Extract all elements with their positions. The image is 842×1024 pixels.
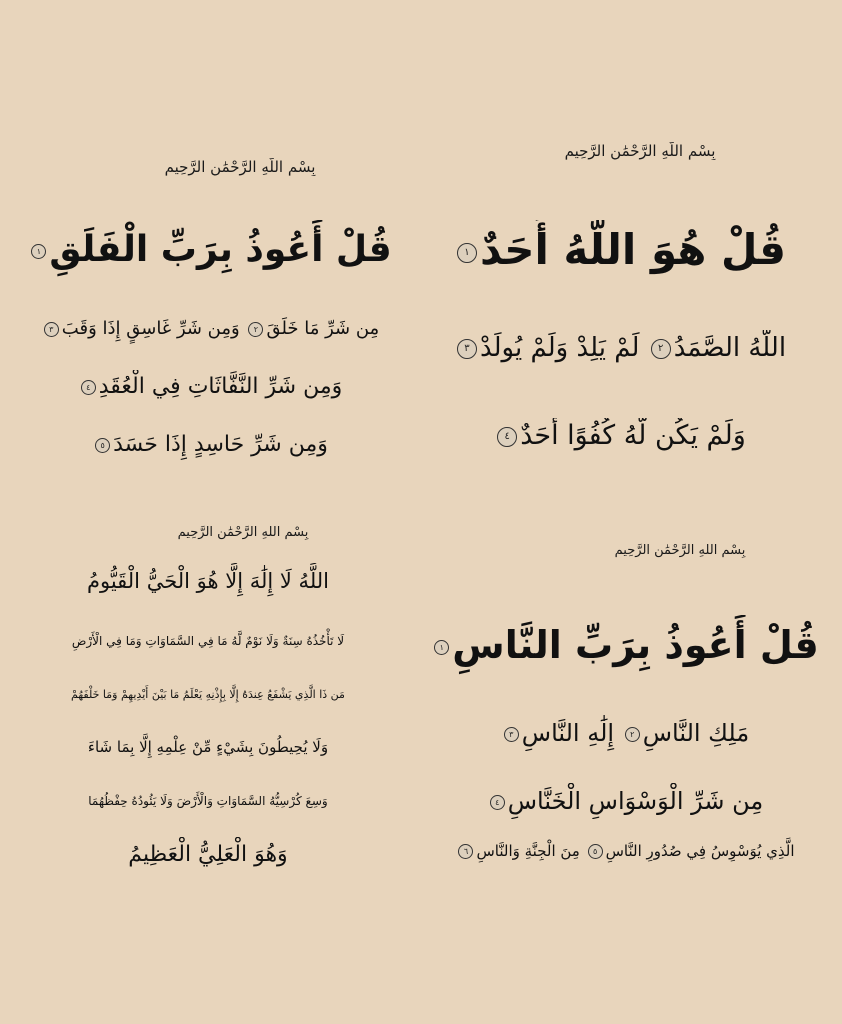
verse-text: مِنَ الْجِنَّةِ وَالنَّاسِ: [476, 842, 580, 860]
verse-text: مِن شَرِّ الْوَسْوَاسِ الْخَنَّاسِ: [507, 787, 764, 815]
verse-line: [10, 428, 410, 462]
verse-text: الَّذِي يُوَسْوِسُ فِي صُدُورِ النَّاسِ: [605, 842, 795, 860]
ayah-number-marker: ٣: [457, 339, 477, 359]
surah-ikhlas-panel: [410, 120, 830, 470]
verse-line: وَسِعَ كُرْسِيُّهُ السَّمَاوَاتِ وَالْأَرْضَ وَلَا يَئُودُهُ حِفْظُهُمَا: [88, 794, 328, 808]
ayah-number-marker: ١: [31, 244, 46, 259]
verse-line: مَن ذَا الَّذِي يَشْفَعُ عِندَهُ إِلَّا بِإِذْنِهِ يَعْلَمُ مَا بَيْنَ أَيْدِيهِمْ وَمَا خَلْفَهُمْ: [71, 688, 345, 701]
ayah-number-marker: ٦: [458, 844, 473, 859]
verse-line: [10, 370, 410, 404]
basmala: بِسْمِ اللَّهِ الرَّحْمَٰنِ الرَّحِيمِ: [177, 525, 309, 540]
ayah-number-marker: ٥: [588, 844, 603, 859]
surah-nas-panel: [420, 535, 830, 880]
ayah-number-marker: ١: [434, 640, 449, 655]
verse-text: وَمِن شَرِّ حَاسِدٍ إِذَا حَسَدَ: [113, 432, 328, 457]
basmala: بِسْمِ اللَّهِ الرَّحْمَٰنِ الرَّحِيمِ: [614, 543, 746, 558]
ayah-number-marker: ٤: [497, 427, 517, 447]
verse-text: اللَّهُ الصَّمَدُ: [673, 333, 787, 363]
basmala: بِسْمِ اللَّهِ الرَّحْمَٰنِ الرَّحِيمِ: [564, 142, 716, 160]
verse-line: [420, 715, 830, 751]
ayah-number-marker: ٤: [81, 380, 96, 395]
verse-text: قُلْ أَعُوذُ بِرَبِّ الْفَلَقِ: [49, 229, 392, 270]
verse-line: وَهُوَ الْعَلِيُّ الْعَظِيمُ: [128, 842, 288, 867]
verse-text: وَمِن شَرِّ النَّفَّاثَاتِ فِي الْعُقَدِ: [98, 374, 343, 399]
verse-line: [420, 837, 830, 865]
verse-line: [10, 312, 410, 346]
verse-line: وَلَا يُحِيطُونَ بِشَيْءٍ مِّنْ عِلْمِهِ إِلَّا بِمَا شَاءَ: [87, 738, 329, 756]
verse-line: [410, 330, 830, 366]
verse-line: اللَّهُ لَا إِلَٰهَ إِلَّا هُوَ الْحَيُّ الْقَيُّومُ: [86, 569, 330, 593]
verse-line: [410, 220, 830, 280]
verse-text: لَمْ يَلِدْ وَلَمْ يُولَدْ: [479, 333, 640, 363]
ayah-number-marker: ٣: [504, 727, 519, 742]
verse-text: مِن شَرِّ مَا خَلَقَ: [266, 318, 380, 339]
verse-text: وَمِن شَرِّ غَاسِقٍ إِذَا وَقَبَ: [61, 318, 240, 339]
verse-text: قُلْ أَعُوذُ بِرَبِّ النَّاسِ: [452, 623, 819, 667]
ayah-number-marker: ٢: [651, 339, 671, 359]
verse-text: قُلْ هُوَ اللَّهُ أَحَدٌ: [479, 225, 787, 274]
verse-line: لَا تَأْخُذُهُ سِنَةٌ وَلَا نَوْمٌ لَّهُ مَا فِي السَّمَاوَاتِ وَمَا فِي الْأَرْضِ: [71, 634, 345, 648]
ayah-number-marker: ٤: [490, 795, 505, 810]
ayah-number-marker: ٥: [95, 438, 110, 453]
verse-text: وَلَمْ يَكُن لَّهُ كُفُوًا أَحَدٌ: [520, 420, 746, 451]
basmala: بِسْمِ اللَّهِ الرَّحْمَٰنِ الرَّحِيمِ: [164, 158, 316, 176]
verse-line: [420, 783, 830, 819]
ayah-number-marker: ٣: [44, 322, 59, 337]
verse-line: [10, 220, 410, 280]
verse-line: [420, 615, 830, 675]
verse-text: مَلِكِ النَّاسِ: [642, 719, 750, 747]
ayah-number-marker: ١: [457, 243, 477, 263]
ayah-number-marker: ٢: [625, 727, 640, 742]
ayat-al-kursi-panel: [8, 515, 408, 895]
surah-falaq-panel: [10, 150, 410, 480]
ayah-number-marker: ٢: [248, 322, 263, 337]
verse-text: إِلَٰهِ النَّاسِ: [521, 719, 615, 747]
verse-line: [410, 418, 830, 454]
